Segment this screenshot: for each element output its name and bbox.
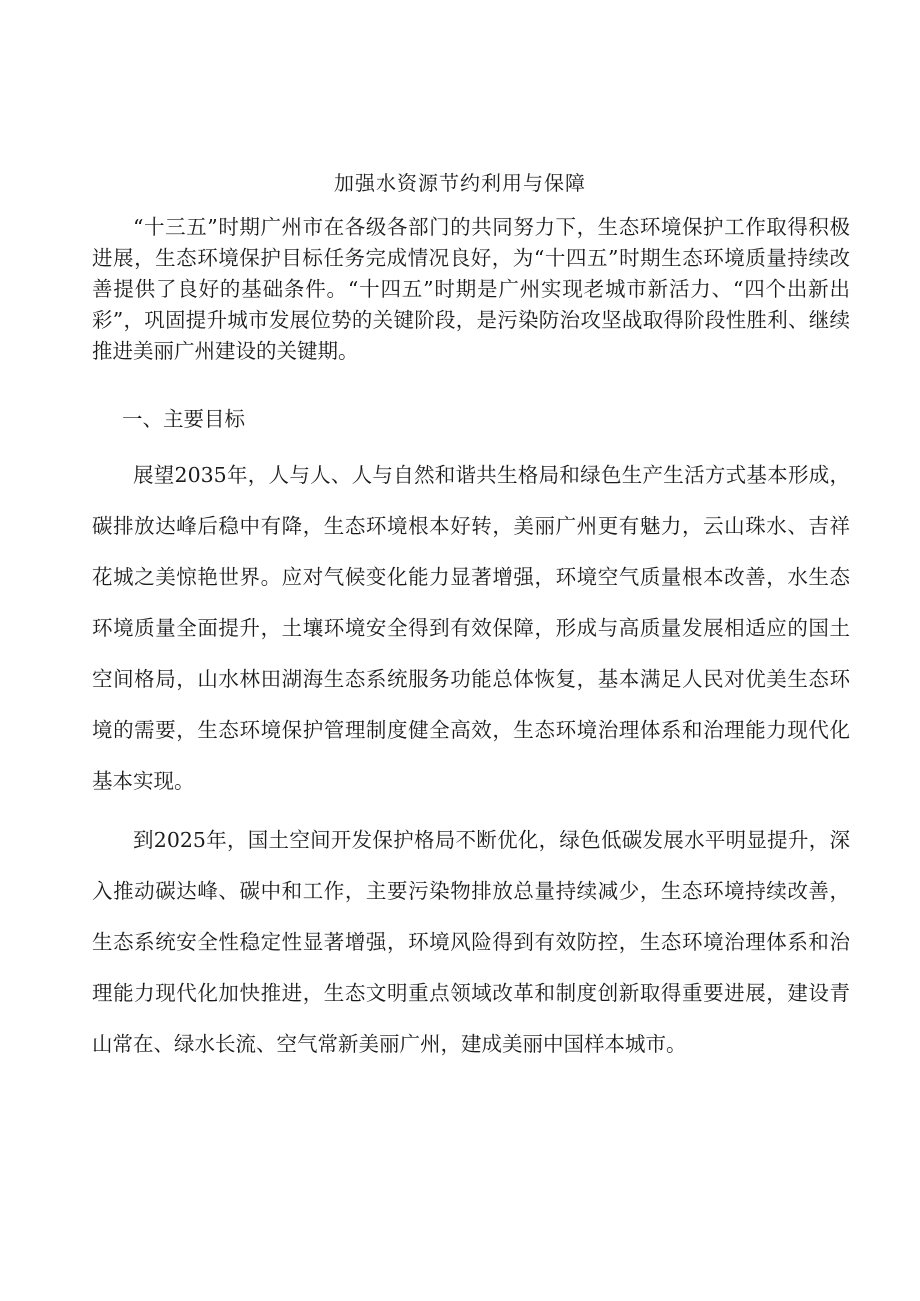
goal-2035-paragraph: 展望2035年，人与人、人与自然和谐共生格局和绿色生产生活方式基本形成，碳排放达峰后稳中有降，生态环境根本好转，美丽广州更有魅力，云山珠水、吉祥花城之美惊艳世界。应对气候变化能力显著增强，环境空气质量根本改善，水生态环境质量全面提升，土壤环境安全得到有效保障，形成与高质量发展相适应的国土空间格局，山水林田湖海生态系统服务功能总体恢复，基本满足人民对优美生态环境的需要，生态环境保护管理制度健全高效，生态环境治理体系和治理能力现代化基本实现。 [92,463,850,793]
goal-2025-paragraph: 到2025年，国土空间开发保护格局不断优化，绿色低碳发展水平明显提升，深入推动碳达峰、碳中和工作，主要污染物排放总量持续减少，生态环境持续改善，生态系统安全性稳定性显著增强，环境风险得到有效防控，生态环境治理体系和治理能力现代化加快推进，生态文明重点领域改革和制度创新取得重要进展，建设青山常在、绿水长流、空气常新美丽广州，建成美丽中国样本城市。 [92,828,850,1056]
document-title: 加强水资源节约利用与保障 [334,171,586,195]
section-heading: 一、主要目标 [122,407,245,431]
intro-paragraph: “十三五”时期广州市在各级各部门的共同努力下，生态环境保护工作取得积极进展，生态环境保护目标任务完成情况良好，为“十四五”时期生态环境质量持续改善提供了良好的基础条件。“十四五”时期是广州实现老城市新活力、“四个出新出彩”，巩固提升城市发展位势的关键阶段，是污染防治攻坚战取得阶段性胜利、继续推进美丽广州建设的关键期。 [92,215,850,363]
